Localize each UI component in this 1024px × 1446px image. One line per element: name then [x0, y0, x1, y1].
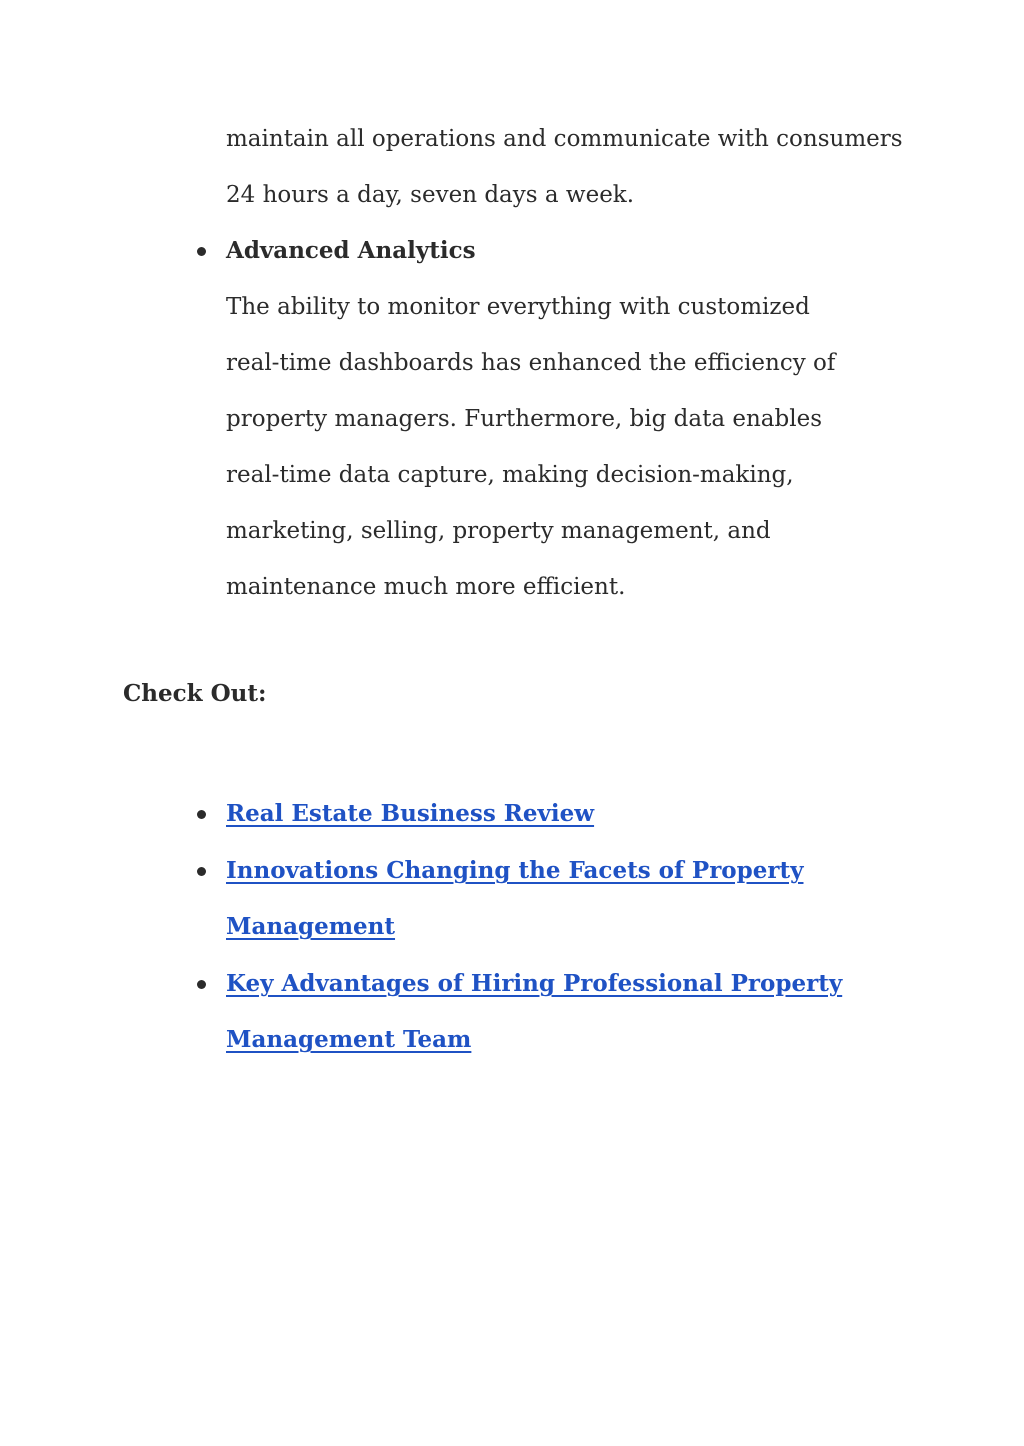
section-title: Advanced Analytics	[226, 237, 476, 264]
link-innovations-changing-facets-cont[interactable]: Management	[226, 913, 396, 940]
paragraph-line: real-time data capture, making decision-making,	[226, 462, 794, 488]
bullet-icon	[194, 956, 208, 1012]
paragraph-line: marketing, selling, property management, and	[226, 518, 771, 544]
bullet-icon	[194, 843, 208, 899]
link-real-estate-business-review[interactable]: Real Estate Business Review	[226, 800, 595, 827]
link-item-key-advantages	[226, 956, 926, 1068]
link-key-advantages-hiring-cont[interactable]: Management Team	[226, 1026, 472, 1053]
paragraph-line: 24 hours a day, seven days a week.	[226, 182, 635, 208]
paragraph-line: property managers. Furthermore, big data enables	[226, 406, 823, 432]
link-item-real-estate-business-review	[226, 786, 926, 842]
paragraph-line: maintain all operations and communicate with consumers	[226, 126, 903, 152]
paragraph-line: maintenance much more efficient.	[226, 574, 626, 600]
link-innovations-changing-facets[interactable]: Innovations Changing the Facets of Property	[226, 857, 804, 884]
paragraph-line: The ability to monitor everything with customized	[226, 294, 810, 320]
bullet-icon	[194, 223, 208, 279]
bullet-icon	[194, 786, 208, 842]
continuation-paragraph	[226, 111, 926, 223]
advanced-analytics-section	[226, 223, 926, 615]
check-out-heading: Check Out:	[123, 680, 267, 707]
link-key-advantages-hiring[interactable]: Key Advantages of Hiring Professional Property	[226, 970, 843, 997]
paragraph-line: real-time dashboards has enhanced the efficiency of	[226, 350, 836, 376]
link-item-innovations	[226, 843, 926, 955]
